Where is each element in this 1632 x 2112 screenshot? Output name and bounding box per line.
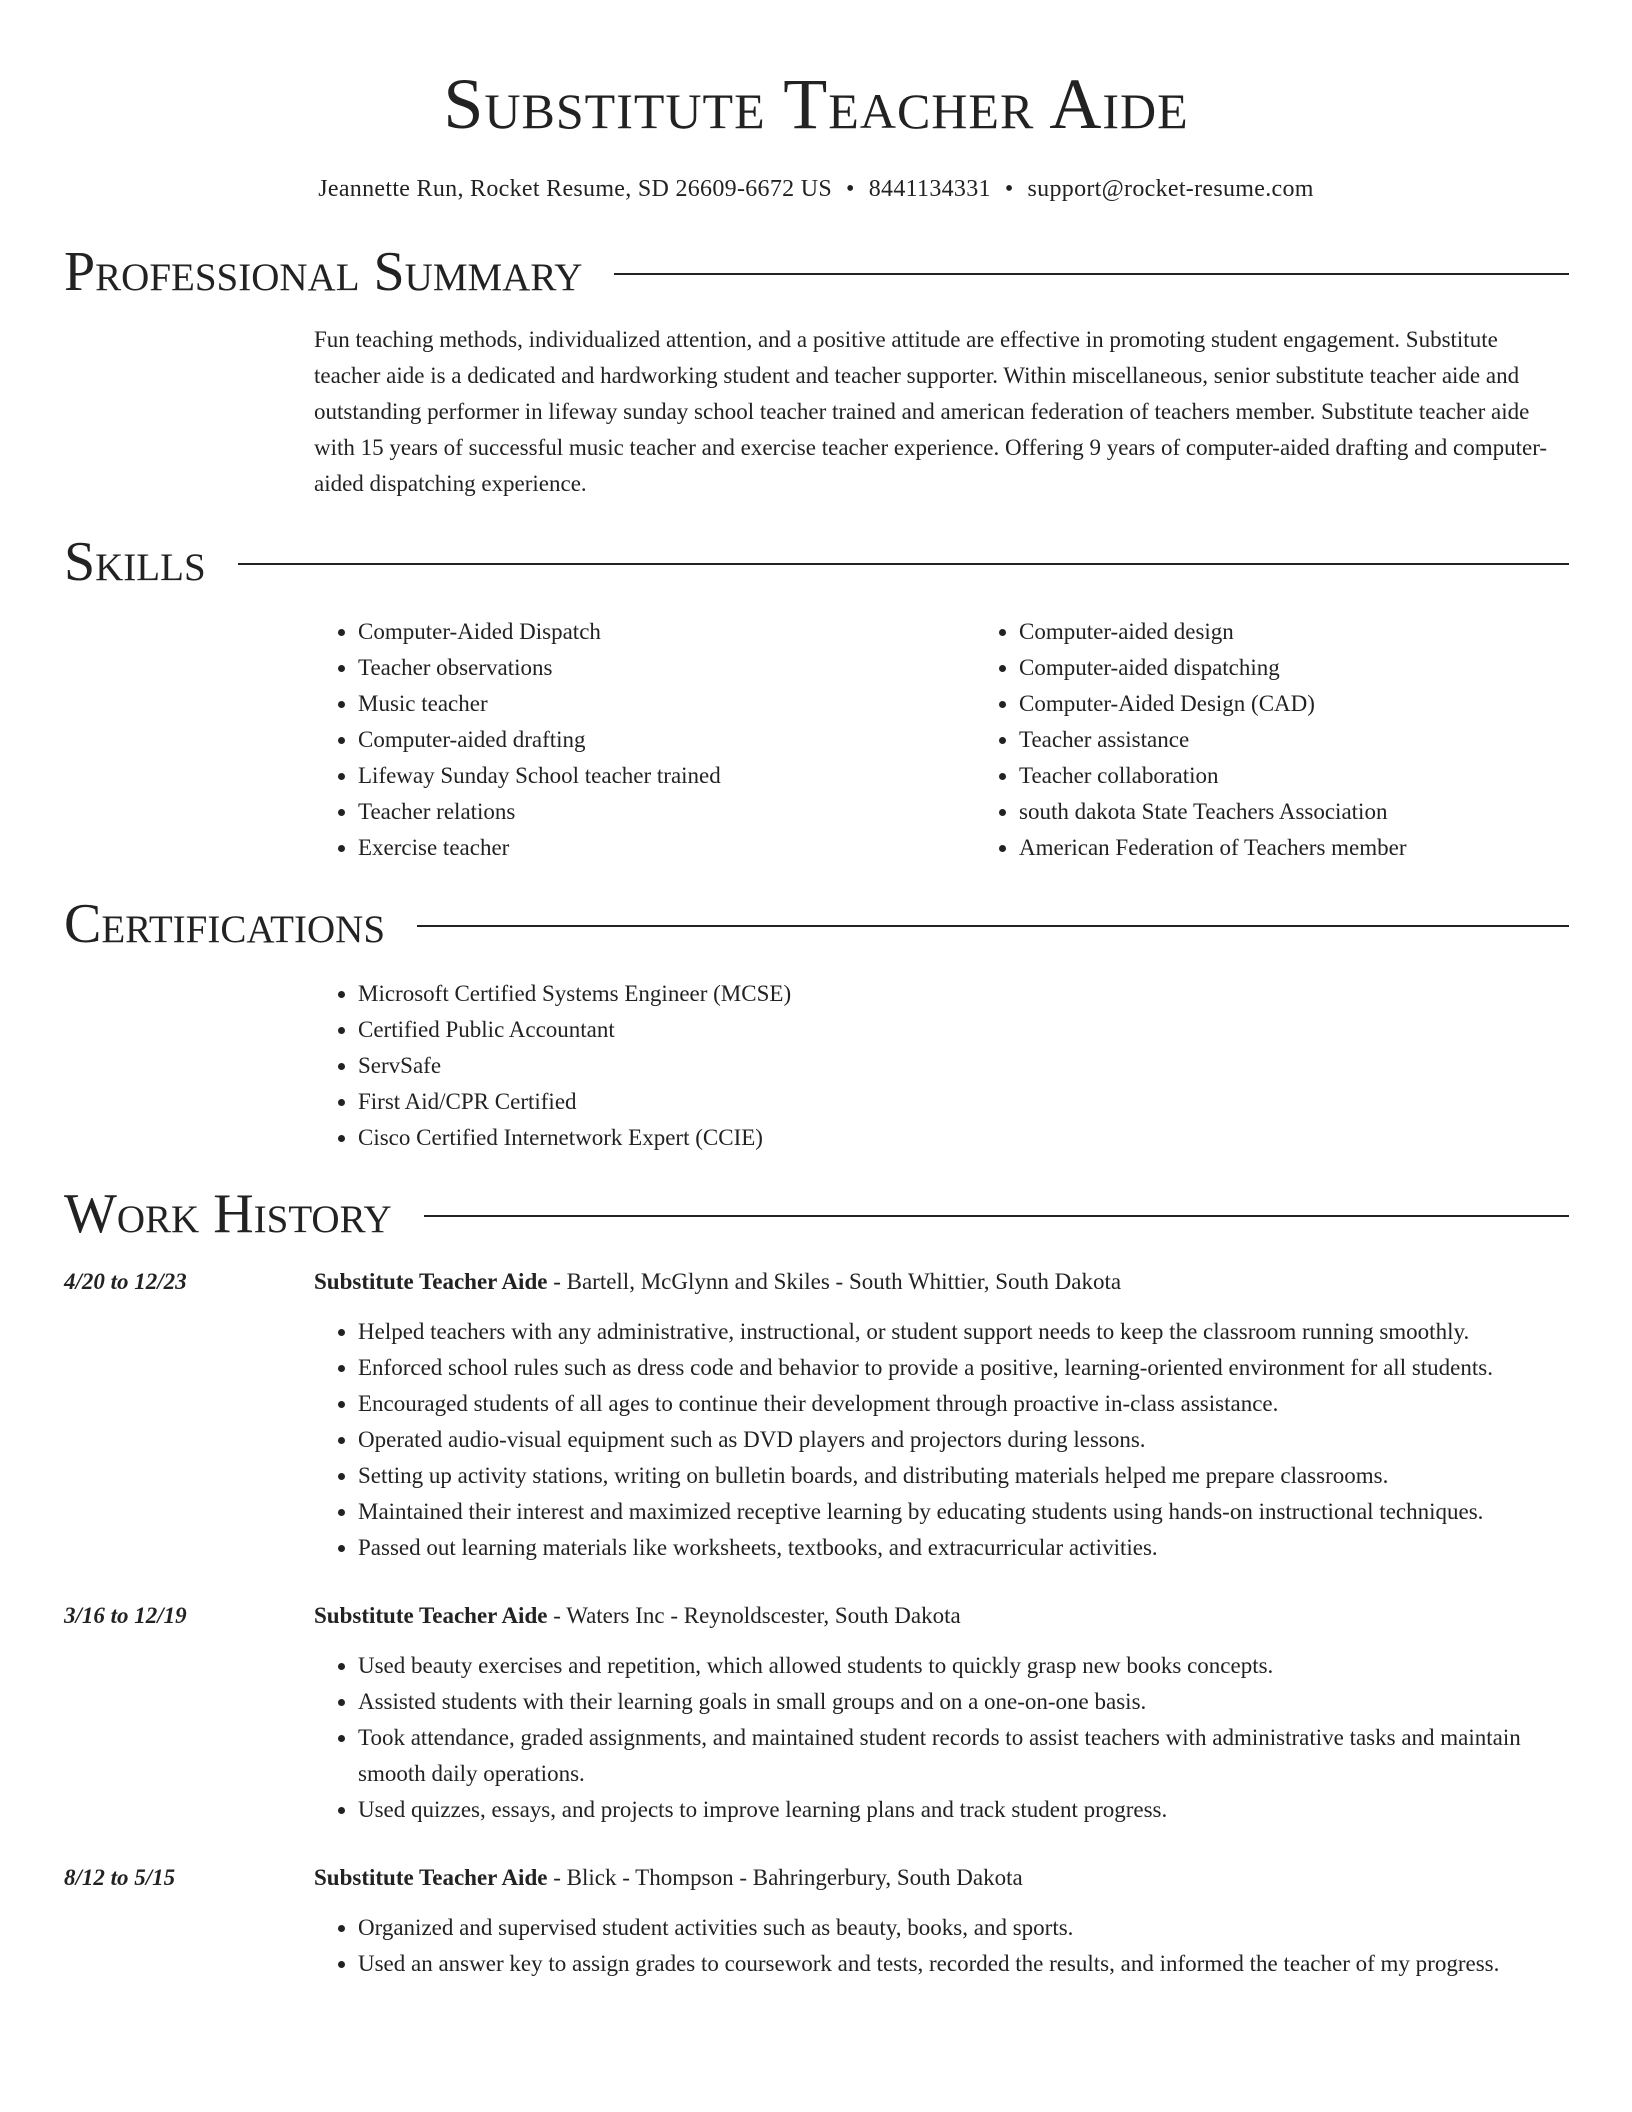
contact-address: Jeannette Run, Rocket Resume, SD 26609-6672 US	[318, 176, 833, 202]
job-bullet: • Setting up activity stations, writing on bulletin boards, and distributing materials helped me prepare classrooms.	[358, 1458, 1569, 1494]
job-detail	[314, 1598, 1569, 1828]
summary-body	[314, 322, 1569, 502]
job-role: Substitute Teacher Aide	[314, 1269, 548, 1294]
section-divider	[417, 925, 1569, 927]
certification-item: • Cisco Certified Internetwork Expert (CCIE)	[358, 1120, 1569, 1156]
job-bullet: • Maintained their interest and maximized receptive learning by educating students using hands-on instructional techniques.	[358, 1494, 1569, 1530]
job-bullet: • Encouraged students of all ages to continue their development through proactive in-class assistance.	[358, 1386, 1569, 1422]
skill-item: • Teacher observations	[358, 650, 975, 686]
skill-item: • Teacher collaboration	[1019, 758, 1569, 794]
summary-heading: Professional Summary	[64, 241, 583, 303]
job-bullet: • Passed out learning materials like worksheets, textbooks, and extracurricular activities.	[358, 1530, 1569, 1566]
job-bullets	[314, 1314, 1569, 1566]
skill-item: • Teacher relations	[358, 794, 975, 830]
contact-line	[0, 174, 1632, 204]
job-bullet: • Operated audio-visual equipment such as DVD players and projectors during lessons.	[358, 1422, 1569, 1458]
certification-item: • Microsoft Certified Systems Engineer (MCSE)	[358, 976, 1569, 1012]
job-detail	[314, 1860, 1569, 1982]
job-bullet: • Used quizzes, essays, and projects to improve learning plans and track student progress.	[358, 1792, 1569, 1828]
contact-phone: 8441134331	[868, 176, 991, 202]
certifications-section-header	[64, 892, 1569, 956]
certification-item: • Certified Public Accountant	[358, 1012, 1569, 1048]
skills-column-left	[314, 614, 975, 866]
job-entry	[64, 1264, 1569, 1566]
skill-item: • south dakota State Teachers Association	[1019, 794, 1569, 830]
job-bullet: • Enforced school rules such as dress code and behavior to provide a positive, learning-oriented environment for all students.	[358, 1350, 1569, 1386]
job-dates: 4/20 to 12/23	[64, 1269, 187, 1294]
skill-item: • Computer-aided dispatching	[1019, 650, 1569, 686]
job-detail	[314, 1264, 1569, 1566]
certification-item: • First Aid/CPR Certified	[358, 1084, 1569, 1120]
certification-item: • ServSafe	[358, 1048, 1569, 1084]
job-title-line	[314, 1860, 1569, 1896]
work-section-header	[64, 1182, 1569, 1246]
job-bullet: • Helped teachers with any administrative, instructional, or student support needs to keep the classroom running smoothly.	[358, 1314, 1569, 1350]
job-bullets	[314, 1910, 1569, 1982]
section-divider	[614, 273, 1569, 275]
skill-item: • Computer-aided drafting	[358, 722, 975, 758]
contact-separator: •	[846, 176, 855, 202]
certifications-body	[314, 976, 1569, 1156]
certifications-heading: Certifications	[64, 893, 386, 955]
job-entry	[64, 1860, 1569, 1982]
skill-item: • Computer-Aided Dispatch	[358, 614, 975, 650]
certifications-list	[314, 976, 1569, 1156]
skill-item: • Teacher assistance	[1019, 722, 1569, 758]
contact-separator: •	[1004, 176, 1014, 202]
skill-item: • Computer-Aided Design (CAD)	[1019, 686, 1569, 722]
skill-item: • Music teacher	[358, 686, 975, 722]
job-employer: - Bartell, McGlynn and Skiles - South Whittier, South Dakota	[547, 1269, 1122, 1294]
skill-item: • Exercise teacher	[358, 830, 975, 866]
job-role: Substitute Teacher Aide	[314, 1603, 548, 1628]
job-bullet: • Used an answer key to assign grades to coursework and tests, recorded the results, and informed the teacher of my progress.	[358, 1946, 1569, 1982]
job-role: Substitute Teacher Aide	[314, 1865, 548, 1890]
resume-name: Substitute Teacher Aide	[443, 64, 1189, 144]
job-dates: 8/12 to 5/15	[64, 1865, 176, 1890]
skill-item: • American Federation of Teachers member	[1019, 830, 1569, 866]
job-dates: 3/16 to 12/19	[64, 1603, 187, 1628]
skills-section-header	[64, 530, 1569, 594]
job-bullet: • Took attendance, graded assignments, and maintained student records to assist teachers with administrative tasks and maintain smooth daily operations.	[358, 1720, 1569, 1792]
job-employer: - Blick - Thompson - Bahringerbury, South Dakota	[547, 1865, 1023, 1890]
job-title-line	[314, 1264, 1569, 1300]
work-heading: Work History	[64, 1183, 392, 1245]
job-entry	[64, 1598, 1569, 1828]
job-bullet: • Used beauty exercises and repetition, which allowed students to quickly grasp new books concepts.	[358, 1648, 1569, 1684]
skills-column-right	[975, 614, 1569, 866]
job-bullets	[314, 1648, 1569, 1828]
skill-item: • Computer-aided design	[1019, 614, 1569, 650]
skill-item: • Lifeway Sunday School teacher trained	[358, 758, 975, 794]
skills-list	[314, 614, 1569, 866]
contact-email: support@rocket-resume.com	[1027, 176, 1314, 202]
job-bullet: • Organized and supervised student activities such as beauty, books, and sports.	[358, 1910, 1569, 1946]
job-title-line	[314, 1598, 1569, 1634]
skills-heading: Skills	[64, 531, 206, 593]
section-divider	[424, 1215, 1569, 1217]
summary-section-header	[64, 240, 1569, 304]
job-bullet: • Assisted students with their learning goals in small groups and on a one-on-one basis.	[358, 1684, 1569, 1720]
section-divider	[238, 563, 1569, 565]
job-employer: - Waters Inc - Reynoldscester, South Dakota	[547, 1603, 961, 1628]
summary-text: Fun teaching methods, individualized attention, and a positive attitude are effective in promoting student engagement. Substitute teacher aide is a dedicated and hardworking student and teacher supporter. Within miscellaneous, senior substitute teacher aide and outstanding performer in lifeway sunday school teacher trained and american federation of teachers member. Substitute teacher aide with 15 years of successful music teacher and exercise teacher experience. Offering 9 years of computer-aided drafting and computer-aided dispatching experience.	[314, 327, 1548, 496]
